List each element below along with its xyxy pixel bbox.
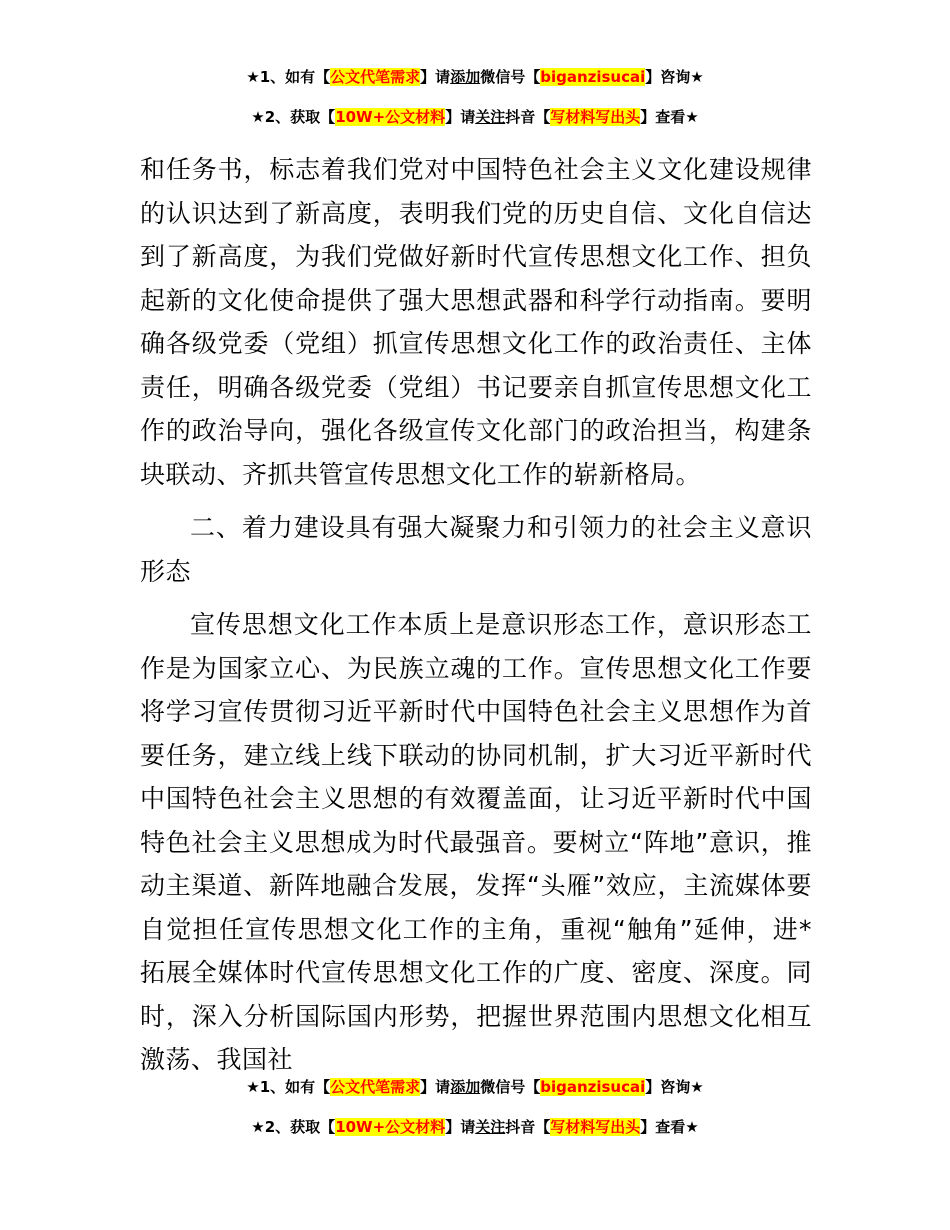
highlight-service: 公文代笔需求 [330, 1078, 421, 1096]
section-heading: 二、着力建设具有强大凝聚力和引领力的社会主义意识形态 [140, 513, 812, 586]
footer-promo-line-1: ★1、如有【公文代笔需求】请添加微信号【biganzisucai】咨询★ [246, 1078, 704, 1096]
footer-promo-line-2: ★2、获取【10W+公文材料】请关注抖音【写材料写出头】查看★ [251, 1118, 699, 1136]
paragraph: 宣传思想文化工作本质上是意识形态工作，意识形态工作是为国家立心、为民族立魂的工作。宣传思想文化工作要将学习宣传贯彻习近平新时代中国特色社会主义思想作为首要任务，建立线上线下联动的协同机制，扩大习近平新时代中国特色社会主义思想的有效覆盖面，让习近平新时代中国特色社会主义思想成为时代最强音。要树立“阵地”意识，推动主渠道、新阵地融合发展，发挥“头雁”效应，主流媒体要自觉担任宣传思想文化工作的主角，重视“触角”延伸，进*拓展全媒体时代宣传思想文化工作的广度、密度、深度。同时，深入分析国际国内形势，把握世界范围内思想文化相互激荡、我国社 [140, 610, 812, 1074]
document-body [140, 148, 812, 1082]
header-promo-line-1: ★1、如有【公文代笔需求】请添加微信号【biganzisucai】咨询★ [246, 68, 704, 86]
highlight-service: 公文代笔需求 [330, 68, 421, 86]
highlight-materials: 10W+公文材料 [335, 108, 446, 126]
header-promo-line-2: ★2、获取【10W+公文材料】请关注抖音【写材料写出头】查看★ [251, 108, 699, 126]
highlight-wechat-id: biganzisucai [540, 1078, 646, 1096]
paragraph-continuation: 和任务书，标志着我们党对中国特色社会主义文化建设规律的认识达到了新高度，表明我们党的历史自信、文化自信达到了新高度，为我们党做好新时代宣传思想文化工作、担负起新的文化使命提供了强大思想武器和科学行动指南。要明确各级党委（党组）抓宣传思想文化工作的政治责任、主体责任，明确各级党委（党组）书记要亲自抓宣传思想文化工作的政治导向，强化各级宣传文化部门的政治担当，构建条块联动、齐抓共管宣传思想文化工作的崭新格局。 [140, 155, 812, 489]
highlight-douyin-account: 写材料写出头 [550, 108, 641, 126]
highlight-douyin-account: 写材料写出头 [550, 1118, 641, 1136]
highlight-wechat-id: biganzisucai [540, 68, 646, 86]
highlight-materials: 10W+公文材料 [335, 1118, 446, 1136]
